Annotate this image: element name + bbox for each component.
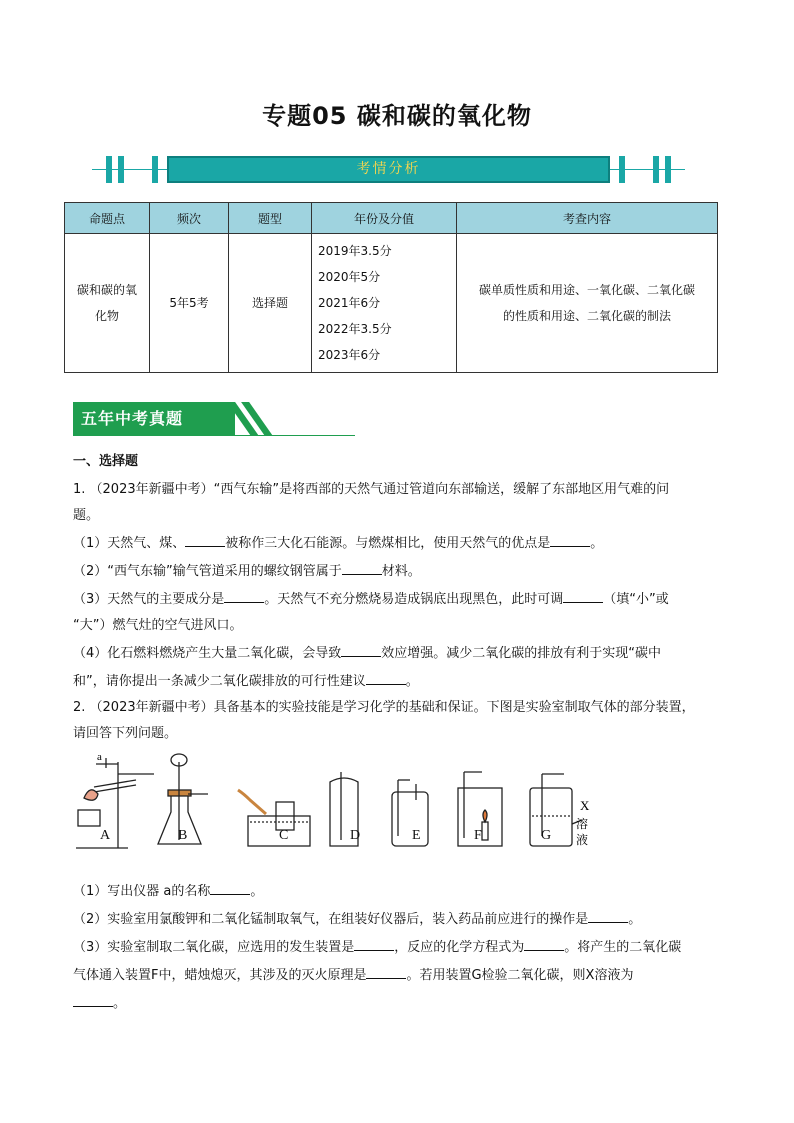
q1-part3-cont: “大”）燃气灶的空气进风口。	[73, 618, 243, 633]
text: 。	[405, 674, 419, 689]
header-type: 题型	[229, 203, 312, 234]
banner-label: 考情分析	[356, 161, 421, 177]
q1-part4-cont	[73, 670, 723, 692]
page-title: 专题05 碳和碳的氧化物	[262, 102, 532, 130]
cell-years	[312, 234, 457, 373]
q2-part2	[73, 908, 723, 930]
year-item: 2021年6分	[318, 296, 381, 310]
section-title: 五年中考真题	[73, 402, 235, 436]
answer-blank[interactable]	[588, 908, 628, 923]
label-x-line3: 液	[576, 833, 589, 847]
fig-label-e: E	[412, 828, 421, 843]
header-topic: 命题点	[65, 203, 150, 234]
apparatus-e	[392, 780, 428, 846]
question-1	[73, 480, 723, 744]
q2-part3-cont	[73, 964, 723, 986]
section-underline	[73, 435, 355, 436]
answer-blank[interactable]	[210, 880, 250, 895]
answer-blank[interactable]	[341, 642, 381, 657]
exam-analysis-table	[64, 202, 718, 373]
text: 气体通入装置F中，蜡烛熄灭，其涉及的灭火原理是	[73, 968, 367, 983]
apparatus-figure	[66, 752, 606, 852]
year-item: 2023年6分	[318, 348, 381, 362]
text: 。	[628, 912, 642, 927]
q1-part3	[73, 588, 723, 610]
q1-stem	[73, 480, 723, 500]
answer-blank[interactable]	[224, 588, 264, 603]
text: 材料。	[381, 564, 421, 579]
text: （1）天然气、煤、	[73, 536, 186, 551]
q1-stem-line: 1. （2023年新疆中考）“西气东输”是将西部的天然气通过管道向东部输送，缓解了东部地区用气难的问	[73, 482, 670, 497]
text: 。将产生的二氧化碳	[564, 940, 682, 955]
text: 。	[590, 536, 604, 551]
question-2-parts	[73, 880, 723, 1014]
q2-stem-cont: 请回答下列问题。	[73, 726, 178, 741]
label-a: a	[97, 752, 102, 763]
text: （3）天然气的主要成分是	[73, 592, 225, 607]
q1-part2	[73, 560, 723, 582]
header-frequency: 频次	[150, 203, 229, 234]
text: 。天然气不充分燃烧易造成锅底出现黑色，此时可调	[264, 592, 564, 607]
q1-part4	[73, 642, 723, 664]
table-header-row	[65, 203, 718, 234]
q2-part1	[73, 880, 723, 902]
fig-label-d: D	[350, 828, 361, 843]
cell-frequency: 5年5考	[150, 234, 229, 373]
year-item: 2019年3.5分	[318, 244, 392, 258]
answer-blank[interactable]	[366, 670, 406, 685]
cell-type: 选择题	[229, 234, 312, 373]
label-x-line2: 溶	[576, 817, 589, 831]
year-item: 2022年3.5分	[318, 322, 392, 336]
q1-stem-cont: 题。	[73, 508, 100, 523]
table-row	[65, 234, 718, 373]
text: （2）“西气东输”输气管道采用的螺纹钢管属于	[73, 564, 342, 579]
answer-blank[interactable]	[524, 936, 564, 951]
fig-label-b: B	[178, 828, 188, 843]
q2-part3	[73, 936, 723, 958]
apparatus-g	[530, 774, 582, 846]
label-x: X	[580, 798, 590, 813]
cell-topic: 碳和碳的氧化物	[65, 234, 150, 373]
text: 被称作三大化石能源。与燃煤相比，使用天然气的优点是	[225, 536, 551, 551]
text: 效应增强。减少二氧化碳的排放有利于实现“碳中	[381, 646, 662, 661]
q2-part3-end	[73, 992, 723, 1014]
answer-blank[interactable]	[342, 560, 382, 575]
q1-part1	[73, 532, 723, 554]
header-content: 考查内容	[457, 203, 718, 234]
q2-stem-line: 2. （2023年新疆中考）具备基本的实验技能是学习化学的基础和保证。下图是实验室制取气体的部分装置，	[73, 700, 695, 715]
fig-label-f: F	[474, 828, 482, 843]
text: 。若用装置G检验二氧化碳，则X溶液为	[406, 968, 634, 983]
text: （1）写出仪器 a的名称	[73, 884, 211, 899]
answer-blank[interactable]	[185, 532, 225, 547]
cell-content: 碳单质性质和用途、一氧化碳、二氧化碳的性质和用途、二氧化碳的制法	[457, 234, 718, 373]
section-banner	[72, 156, 705, 183]
text: 。	[250, 884, 264, 899]
text: （2）实验室用氯酸钾和二氧化锰制取氧气，在组装好仪器后，装入药品前应进行的操作是	[73, 912, 589, 927]
answer-blank[interactable]	[563, 588, 603, 603]
fig-label-c: C	[279, 828, 289, 843]
answer-blank[interactable]	[550, 532, 590, 547]
text: （4）化石燃料燃烧产生大量二氧化碳，会导致	[73, 646, 342, 661]
answer-blank[interactable]	[73, 992, 113, 1007]
text: ，反应的化学方程式为	[394, 940, 525, 955]
fig-label-g: G	[541, 828, 552, 843]
section-heading	[73, 402, 273, 436]
answer-blank[interactable]	[366, 964, 406, 979]
apparatus-c	[238, 790, 310, 846]
part-heading: 一、选择题	[73, 454, 139, 469]
fig-label-a: A	[100, 828, 111, 843]
answer-blank[interactable]	[354, 936, 394, 951]
text: 和”，请你提出一条减少二氧化碳排放的可行性建议	[73, 674, 366, 689]
text: （3）实验室制取二氧化碳，应选用的发生装置是	[73, 940, 355, 955]
apparatus-a	[76, 758, 154, 848]
text: 。	[113, 996, 127, 1011]
text: （填“小”或	[603, 592, 669, 607]
year-item: 2020年5分	[318, 270, 381, 284]
header-years: 年份及分值	[312, 203, 457, 234]
